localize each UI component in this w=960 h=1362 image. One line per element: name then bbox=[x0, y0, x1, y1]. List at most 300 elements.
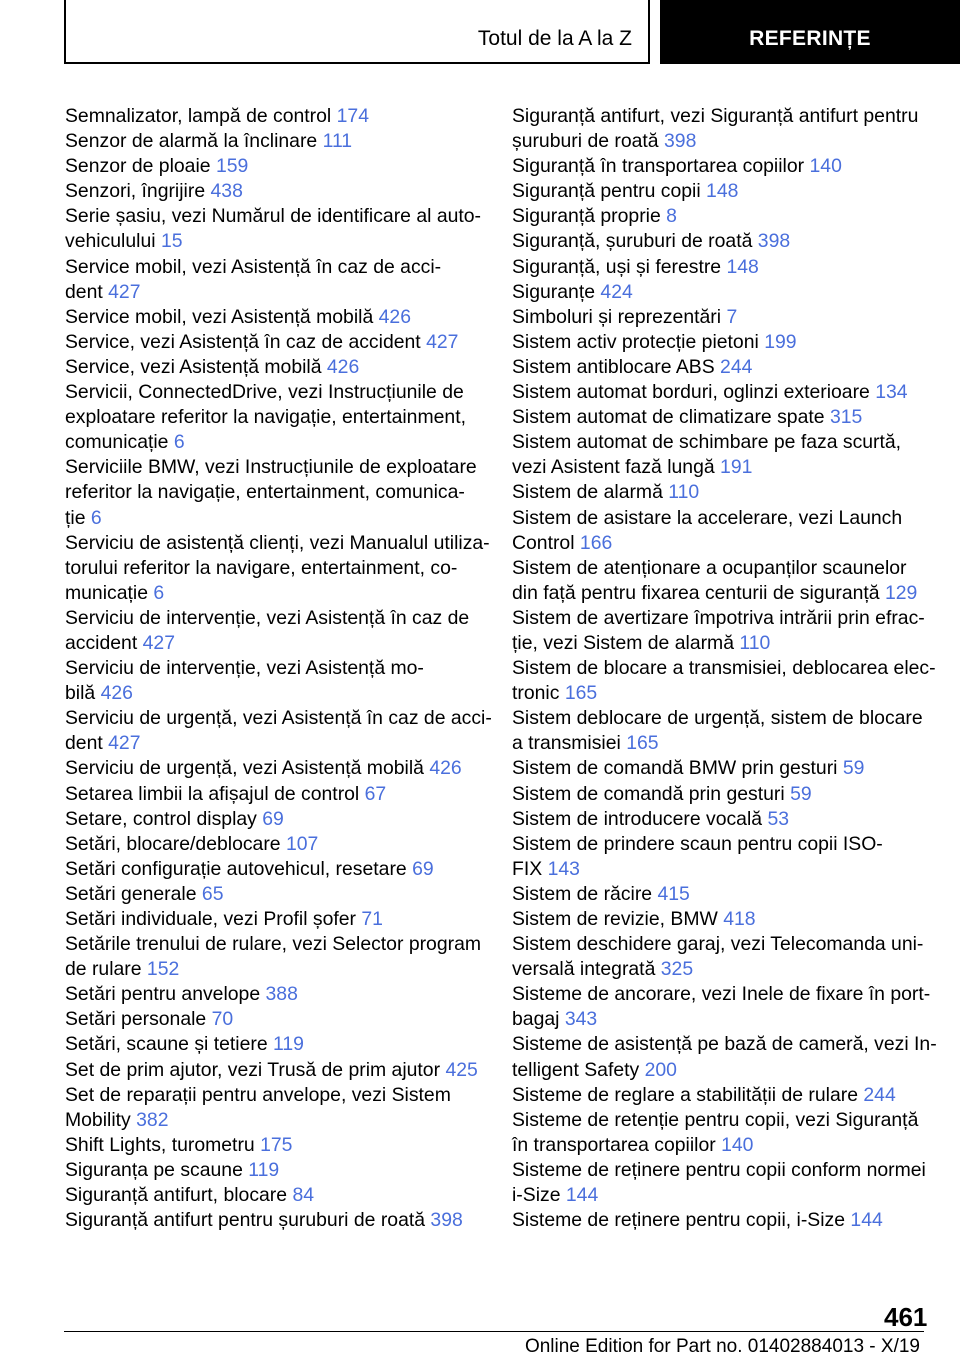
index-entry-line bbox=[512, 129, 942, 154]
index-entry bbox=[512, 656, 942, 706]
index-entry bbox=[512, 154, 942, 179]
index-entry bbox=[65, 832, 485, 857]
index-entry-text: comunicație bbox=[65, 431, 169, 454]
index-entry bbox=[512, 204, 942, 229]
index-entry bbox=[65, 355, 485, 380]
index-entry-line bbox=[65, 606, 485, 631]
page-reference-link[interactable]: 315 bbox=[829, 406, 863, 429]
index-entry-text: Set de reparații pentru anvelope, vezi Sistem bbox=[65, 1083, 451, 1106]
index-entry-text: Service, vezi Asistență mobilă bbox=[65, 355, 322, 378]
index-entry-line bbox=[512, 631, 942, 656]
page-reference-link[interactable]: 6 bbox=[153, 581, 165, 604]
index-entry-text: Sistem de blocare a transmisiei, deblocarea elec- bbox=[512, 657, 936, 680]
index-entry-line bbox=[512, 756, 942, 781]
index-entry bbox=[65, 782, 485, 807]
index-entry-text: Semnalizator, lampă de control bbox=[65, 105, 332, 127]
index-entry-line bbox=[65, 355, 485, 380]
page-reference-link[interactable]: 143 bbox=[547, 857, 580, 880]
index-entry-text: Serviciu de intervenție, vezi Asistență în caz de bbox=[65, 606, 470, 629]
index-entry bbox=[65, 857, 485, 882]
index-entry-line bbox=[512, 957, 942, 982]
index-entry-line bbox=[65, 782, 485, 807]
index-entry bbox=[512, 179, 942, 204]
index-entry bbox=[512, 280, 942, 305]
index-entry bbox=[65, 656, 485, 706]
page-reference-link[interactable]: 166 bbox=[579, 531, 613, 554]
footer-edition: Online Edition for Part no. 01402884013 - X/19 bbox=[524, 1336, 920, 1357]
index-entry-text: Sistem de răcire bbox=[512, 882, 653, 905]
index-entry-text: telligent Safety bbox=[512, 1058, 640, 1081]
page-reference-link[interactable]: 427 bbox=[108, 280, 141, 303]
index-entry bbox=[512, 1208, 942, 1233]
index-entry-text: Servicii, ConnectedDrive, vezi Instrucțiunile de bbox=[65, 381, 464, 404]
page-reference-link[interactable]: 148 bbox=[726, 255, 759, 278]
index-entry-line bbox=[512, 782, 942, 807]
index-entry bbox=[512, 255, 942, 280]
page-reference-link[interactable]: 119 bbox=[248, 1158, 280, 1181]
index-entry-line bbox=[65, 756, 485, 781]
index-entry-line bbox=[512, 405, 942, 430]
page-reference-link[interactable]: 110 bbox=[668, 481, 700, 504]
index-entry bbox=[512, 782, 942, 807]
index-entry-line bbox=[512, 681, 942, 706]
index-entry-text: Siguranțe bbox=[512, 280, 596, 303]
index-entry bbox=[512, 756, 942, 781]
page-reference-link[interactable]: 6 bbox=[90, 506, 102, 529]
index-entry-line bbox=[65, 857, 485, 882]
index-entry bbox=[65, 531, 490, 606]
index-column-right bbox=[512, 104, 942, 1233]
index-entry bbox=[512, 706, 942, 756]
page-reference-link[interactable]: 8 bbox=[666, 205, 677, 228]
index-entry-line bbox=[65, 556, 485, 581]
page-reference-link[interactable]: 200 bbox=[644, 1058, 677, 1081]
page-reference-link[interactable]: 65 bbox=[201, 882, 224, 905]
index-entry-text: Sistem automat de schimbare pe faza scurtă, bbox=[512, 431, 902, 454]
page-reference-link[interactable]: 69 bbox=[262, 807, 284, 830]
index-entry-line bbox=[65, 982, 485, 1007]
page-reference-link[interactable]: 15 bbox=[160, 230, 183, 253]
page-reference-link[interactable]: 53 bbox=[767, 807, 790, 830]
index-entry-text: Setări configurație autovehicul, resetare bbox=[65, 857, 407, 880]
page-reference-link[interactable]: 84 bbox=[292, 1184, 315, 1207]
index-entry-line bbox=[65, 204, 485, 229]
index-entry-text: Siguranță, uși și ferestre bbox=[512, 255, 722, 278]
page-reference-link[interactable]: 144 bbox=[850, 1209, 883, 1232]
index-entry bbox=[512, 832, 942, 882]
index-entry-text: referitor la navigație, entertainment, comunica- bbox=[65, 481, 465, 504]
page-reference-link[interactable]: 398 bbox=[664, 130, 697, 153]
page-reference-link[interactable]: 424 bbox=[600, 280, 633, 303]
index-entry bbox=[65, 756, 485, 781]
index-entry-line bbox=[65, 957, 485, 982]
index-entry-line bbox=[512, 1108, 942, 1133]
index-entry-line bbox=[512, 255, 942, 280]
index-entry-text: Setare, control display bbox=[65, 807, 257, 830]
page-reference-link[interactable]: 144 bbox=[565, 1184, 599, 1207]
index-entry-line bbox=[512, 1183, 942, 1208]
index-entry-line bbox=[65, 681, 485, 706]
index-entry-text: Sistem de comandă prin gesturi bbox=[512, 782, 785, 805]
index-entry-text: vehiculului bbox=[65, 230, 156, 253]
index-entry bbox=[512, 480, 942, 505]
index-entry-line bbox=[65, 1183, 485, 1208]
index-entry bbox=[65, 932, 485, 982]
index-entry-line bbox=[65, 305, 485, 330]
index-entry-line bbox=[65, 531, 490, 556]
page-reference-link[interactable]: 129 bbox=[884, 581, 918, 604]
index-entry bbox=[65, 706, 492, 756]
index-entry-text: Sistem de introducere vocală bbox=[512, 807, 763, 830]
page-reference-link[interactable]: 134 bbox=[875, 381, 908, 404]
index-entry-line bbox=[512, 1133, 942, 1158]
page-reference-link[interactable]: 325 bbox=[660, 958, 694, 981]
index-entry bbox=[512, 807, 942, 832]
index-entry-text: Siguranță pentru copii bbox=[512, 180, 701, 203]
index-entry-line bbox=[512, 656, 942, 681]
index-entry-text: Serviciu de asistență clienți, vezi Manualul utiliza- bbox=[65, 531, 490, 554]
index-entry bbox=[65, 606, 485, 656]
index-entry-line bbox=[65, 129, 485, 154]
index-entry-text: Sisteme de reglare a stabilității de rulare bbox=[512, 1083, 858, 1106]
index-entry-line bbox=[512, 1158, 942, 1183]
index-entry bbox=[65, 982, 485, 1007]
index-entry bbox=[65, 129, 485, 154]
page-reference-link[interactable]: 148 bbox=[706, 180, 739, 203]
index-entry-text: Siguranță proprie bbox=[512, 205, 661, 228]
index-entry bbox=[512, 380, 942, 405]
page-reference-link[interactable]: 140 bbox=[721, 1133, 754, 1156]
index-entry-line bbox=[512, 455, 942, 480]
index-entry-line bbox=[65, 1032, 485, 1057]
page-reference-link[interactable]: 426 bbox=[429, 757, 462, 780]
index-entry bbox=[512, 606, 942, 656]
index-entry-text: Setarea limbii la afișajul de control bbox=[65, 782, 360, 805]
page-reference-link[interactable]: 199 bbox=[764, 330, 797, 353]
page-reference-link[interactable]: 6 bbox=[173, 431, 185, 454]
index-entry bbox=[65, 1058, 485, 1083]
index-entry-line bbox=[65, 832, 485, 857]
page-reference-link[interactable]: 110 bbox=[739, 631, 771, 654]
index-entry-text: Control bbox=[512, 531, 575, 554]
index-entry-line bbox=[512, 154, 942, 179]
index-entry-text: Serviciile BMW, vezi Instrucțiunile de exploatare bbox=[65, 456, 477, 479]
page-reference-link[interactable]: 159 bbox=[215, 155, 249, 178]
index-entry-line bbox=[512, 506, 942, 531]
index-entry-line bbox=[65, 656, 485, 681]
index-entry-line bbox=[65, 1133, 485, 1158]
footer-divider bbox=[64, 1331, 924, 1332]
index-entry-line bbox=[65, 706, 492, 731]
index-entry-text: Senzori, îngrijire bbox=[65, 180, 206, 203]
index-entry bbox=[512, 430, 942, 480]
index-entry-line bbox=[512, 556, 942, 581]
index-entry bbox=[65, 882, 485, 907]
index-entry-text: ție bbox=[65, 506, 86, 529]
index-entry-line bbox=[512, 380, 942, 405]
index-entry-line bbox=[65, 907, 485, 932]
index-entry-text: Senzor de alarmă la înclinare bbox=[65, 130, 318, 153]
index-entry-line bbox=[512, 305, 942, 330]
index-entry-text: Setări, blocare/deblocare bbox=[65, 832, 281, 855]
index-entry-text: Sisteme de retenție pentru copii, vezi Siguranță bbox=[512, 1108, 919, 1131]
page-reference-link[interactable]: 165 bbox=[626, 732, 659, 755]
index-entry-text: Sistem activ protecție pietoni bbox=[512, 330, 759, 353]
index-entry-text: din față pentru fixarea centurii de siguranță bbox=[512, 581, 880, 604]
index-entry-line bbox=[512, 1058, 942, 1083]
index-entry-line bbox=[65, 154, 485, 179]
index-entry-line bbox=[512, 807, 942, 832]
index-entry-text: Sistem de asistare la accelerare, vezi Launch bbox=[512, 506, 903, 529]
page-reference-link[interactable]: 426 bbox=[100, 682, 133, 705]
page-number: 461 bbox=[884, 1302, 928, 1332]
index-entry-line bbox=[65, 506, 485, 531]
index-entry-line bbox=[512, 832, 942, 857]
index-entry bbox=[65, 1183, 485, 1208]
page-reference-link[interactable]: 244 bbox=[720, 355, 753, 378]
index-entry-text: ție, vezi Sistem de alarmă bbox=[512, 631, 734, 654]
index-entry-text: Setări individuale, vezi Profil șofer bbox=[65, 908, 356, 930]
index-entry-line bbox=[65, 932, 485, 957]
index-entry-line bbox=[65, 179, 485, 204]
index-entry-text: în transportarea copiilor bbox=[512, 1133, 716, 1156]
index-entry-text: Setări personale bbox=[65, 1008, 207, 1031]
index-entry bbox=[512, 1158, 942, 1208]
index-entry bbox=[512, 229, 942, 254]
page-reference-link[interactable]: 418 bbox=[723, 908, 756, 930]
index-entry-line bbox=[65, 1058, 485, 1083]
index-entry-text: Sistem de comandă BMW prin gesturi bbox=[512, 757, 838, 780]
index-entry bbox=[65, 204, 485, 254]
index-entry-line bbox=[65, 405, 485, 430]
index-entry-text: Serviciu de urgență, vezi Asistență în caz de acci- bbox=[65, 707, 492, 730]
index-entry-line bbox=[65, 280, 485, 305]
index-entry-line bbox=[512, 731, 942, 756]
index-entry-text: Setări generale bbox=[65, 882, 197, 905]
index-entry-line bbox=[512, 430, 942, 455]
index-entry bbox=[512, 556, 942, 606]
index-entry-line bbox=[512, 1083, 942, 1108]
page-reference-link[interactable]: 343 bbox=[564, 1008, 598, 1031]
index-entry-text: municație bbox=[65, 581, 148, 604]
page-reference-link[interactable]: 69 bbox=[412, 857, 434, 880]
index-entry-text: Sisteme de reținere pentru copii conform normei bbox=[512, 1158, 926, 1181]
index-entry-text: Sistem de avertizare împotriva intrării prin efrac- bbox=[512, 606, 925, 629]
page-reference-link[interactable]: 427 bbox=[426, 330, 459, 353]
page-reference-link[interactable]: 425 bbox=[445, 1058, 478, 1081]
index-entry-text: tronic bbox=[512, 682, 560, 705]
index-entry-line bbox=[65, 430, 485, 455]
index-entry-line bbox=[65, 1208, 485, 1233]
index-entry-line bbox=[512, 480, 942, 505]
index-entry-line bbox=[65, 1158, 485, 1183]
index-entry-text: Senzor de ploaie bbox=[65, 155, 211, 178]
index-entry-line bbox=[65, 1083, 485, 1108]
index-entry-line bbox=[65, 380, 485, 405]
index-entry-line bbox=[65, 229, 485, 254]
index-entry-line bbox=[512, 1007, 942, 1032]
index-entry bbox=[65, 305, 485, 330]
index-entry-text: Siguranță antifurt, vezi Siguranță antifurt pentru bbox=[512, 105, 919, 127]
page-reference-link[interactable]: 427 bbox=[108, 732, 141, 755]
page-reference-link[interactable]: 174 bbox=[336, 105, 369, 127]
index-entry-line bbox=[65, 631, 485, 656]
index-entry-text: Simboluri și reprezentări bbox=[512, 305, 722, 328]
index-entry-line bbox=[512, 104, 942, 129]
index-entry bbox=[65, 330, 485, 355]
index-entry-text: Serie șasiu, vezi Numărul de identificare al auto- bbox=[65, 205, 482, 228]
index-entry-text: Sistem de alarmă bbox=[512, 481, 663, 504]
index-entry-line bbox=[65, 731, 485, 756]
page-reference-link[interactable]: 388 bbox=[265, 983, 298, 1006]
page-reference-link[interactable]: 70 bbox=[211, 1008, 234, 1031]
index-entry-line bbox=[512, 581, 942, 606]
index-entry-line bbox=[65, 455, 485, 480]
index-entry-text: Siguranță antifurt, blocare bbox=[65, 1184, 288, 1207]
page-reference-link[interactable]: 71 bbox=[361, 908, 383, 930]
page-reference-link[interactable]: 426 bbox=[378, 305, 411, 328]
chapter-tab bbox=[660, 0, 960, 64]
index-entry-line bbox=[512, 1208, 942, 1233]
index-entry bbox=[65, 1158, 485, 1183]
index-entry bbox=[512, 932, 942, 982]
index-entry bbox=[65, 1208, 485, 1233]
section-title: Totul de la A la Z bbox=[477, 27, 632, 50]
index-entry-line bbox=[65, 807, 485, 832]
index-entry-text: Sistem de atenționare a ocupanților scaunelor bbox=[512, 556, 907, 579]
index-entry-text: torului referitor la navigare, entertainment, co- bbox=[65, 556, 458, 579]
index-entry-line bbox=[512, 330, 942, 355]
index-entry-line bbox=[512, 706, 942, 731]
index-entry-line bbox=[512, 932, 942, 957]
index-entry-line bbox=[65, 480, 485, 505]
index-entry bbox=[65, 1032, 485, 1057]
index-entry bbox=[512, 907, 942, 932]
page-reference-link[interactable]: 107 bbox=[285, 832, 319, 855]
index-entry bbox=[65, 104, 485, 129]
index-entry-line bbox=[65, 882, 485, 907]
page-reference-link[interactable]: 7 bbox=[726, 305, 738, 328]
index-entry-text: Serviciu de intervenție, vezi Asistență mo- bbox=[65, 657, 424, 680]
index-entry-text: Mobility bbox=[65, 1108, 131, 1131]
index-entry-text: Siguranță în transportarea copiilor bbox=[512, 155, 805, 178]
index-entry-line bbox=[512, 606, 942, 631]
index-entry-text: Sistem deschidere garaj, vezi Telecomanda uni- bbox=[512, 933, 924, 956]
page-reference-link[interactable]: 67 bbox=[364, 782, 387, 805]
index-entry-text: Service, vezi Asistență în caz de accident bbox=[65, 330, 421, 353]
index-entry-text: Siguranța pe scaune bbox=[65, 1158, 243, 1181]
page-reference-link[interactable]: 59 bbox=[790, 782, 812, 805]
page-reference-link[interactable]: 59 bbox=[842, 757, 865, 780]
index-entry-line bbox=[65, 1108, 485, 1133]
index-entry-text: Sistem de revizie, BMW bbox=[512, 908, 718, 930]
page-reference-link[interactable]: 191 bbox=[720, 456, 753, 479]
index-entry bbox=[512, 330, 942, 355]
chapter-title: REFERINȚE bbox=[749, 27, 871, 50]
index-entry-text: Sistem de prindere scaun pentru copii ISO- bbox=[512, 832, 883, 855]
index-entry-line bbox=[65, 255, 485, 280]
index-entry-text: bagaj bbox=[512, 1008, 560, 1031]
index-entry bbox=[65, 807, 485, 832]
index-entry-text: Sisteme de asistență pe bază de cameră, vezi In- bbox=[512, 1033, 937, 1056]
index-entry bbox=[512, 982, 942, 1032]
index-entry-text: Siguranță antifurt pentru șuruburi de roată bbox=[65, 1209, 426, 1232]
index-entry-text: Sistem automat borduri, oglinzi exterioare bbox=[512, 381, 870, 404]
index-entry bbox=[65, 154, 485, 179]
index-entry bbox=[512, 104, 942, 154]
page-reference-link[interactable]: 427 bbox=[142, 631, 175, 654]
page-reference-link[interactable]: 426 bbox=[326, 355, 360, 378]
index-entry-text: bilă bbox=[65, 682, 96, 705]
index-entry bbox=[512, 1083, 942, 1108]
index-entry-text: Setări pentru anvelope bbox=[65, 983, 261, 1006]
index-entry bbox=[512, 882, 942, 907]
index-entry bbox=[65, 255, 485, 305]
index-entry-text: Sisteme de reținere pentru copii, i-Size bbox=[512, 1209, 846, 1232]
page-reference-link[interactable]: 175 bbox=[260, 1133, 293, 1156]
index-entry-line bbox=[512, 907, 942, 932]
page-reference-link[interactable]: 398 bbox=[430, 1209, 463, 1232]
page-reference-link[interactable]: 140 bbox=[809, 155, 842, 178]
index-entry bbox=[512, 1032, 942, 1082]
page-reference-link[interactable]: 382 bbox=[136, 1108, 169, 1131]
page-reference-link[interactable]: 152 bbox=[146, 958, 180, 981]
index-entry-line bbox=[65, 104, 485, 129]
index-entry-text: dent bbox=[65, 732, 103, 755]
index-entry-text: accident bbox=[65, 631, 138, 654]
index-entry bbox=[512, 506, 942, 556]
index-entry-line bbox=[512, 280, 942, 305]
page-reference-link[interactable]: 438 bbox=[210, 180, 243, 203]
header-bar bbox=[64, 0, 650, 64]
page-reference-link[interactable]: 244 bbox=[863, 1083, 896, 1106]
index-entry bbox=[65, 179, 485, 204]
index-entry-text: vezi Asistent fază lungă bbox=[512, 456, 715, 479]
page-reference-link[interactable]: 119 bbox=[273, 1033, 304, 1056]
index-entry-text: Shift Lights, turometru bbox=[65, 1133, 255, 1156]
index-entry-text: Setările trenului de rulare, vezi Selector program bbox=[65, 933, 482, 956]
index-column-left bbox=[65, 104, 492, 1233]
index-entry-text: Sistem antiblocare ABS bbox=[512, 355, 715, 378]
index-entry-line bbox=[512, 982, 942, 1007]
page-reference-link[interactable]: 111 bbox=[322, 130, 353, 153]
index-entry bbox=[65, 380, 485, 455]
index-entry-text: Siguranță, șuruburi de roată bbox=[512, 230, 753, 253]
index-entry-text: FIX bbox=[512, 857, 543, 880]
index-entry-text: a transmisiei bbox=[512, 732, 621, 755]
index-entry bbox=[512, 355, 942, 380]
index-entry-text: Sistem deblocare de urgență, sistem de blocare bbox=[512, 707, 923, 730]
index-entry-text: i-Size bbox=[512, 1184, 561, 1207]
index-entry-text: Sisteme de ancorare, vezi Inele de fixare în port- bbox=[512, 983, 931, 1006]
index-entry bbox=[512, 305, 942, 330]
page-reference-link[interactable]: 165 bbox=[564, 682, 598, 705]
index-entry-line bbox=[512, 857, 942, 882]
index-entry-line bbox=[512, 1032, 942, 1057]
page-reference-link[interactable]: 398 bbox=[757, 230, 791, 253]
index-entry-text: șuruburi de roată bbox=[512, 130, 659, 153]
index-entry-line bbox=[512, 229, 942, 254]
index-entry-text: versală integrată bbox=[512, 958, 656, 981]
index-entry-text: Service mobil, vezi Asistență mobilă bbox=[65, 305, 374, 328]
index-entry-line bbox=[512, 204, 942, 229]
index-entry bbox=[65, 1083, 485, 1133]
index-entry-line bbox=[512, 179, 942, 204]
page-reference-link[interactable]: 415 bbox=[657, 882, 690, 905]
index-entry-text: Service mobil, vezi Asistență în caz de acci- bbox=[65, 255, 442, 278]
index-entry-line bbox=[512, 355, 942, 380]
index-entry-line bbox=[512, 882, 942, 907]
